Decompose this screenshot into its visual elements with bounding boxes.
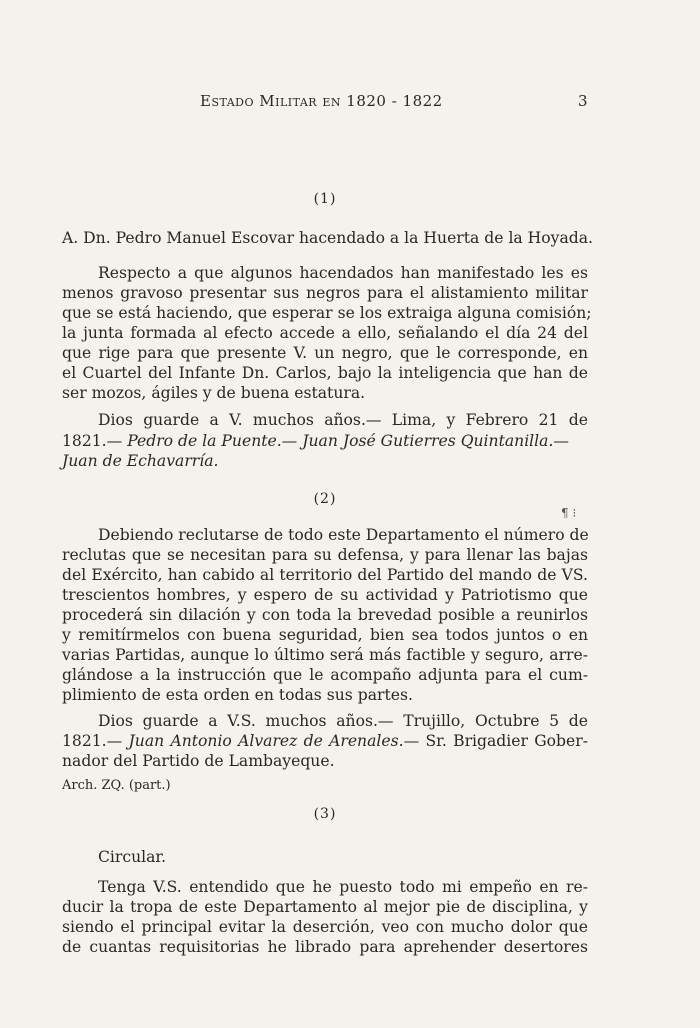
closing-line: nador del Partido de Lambayeque. — [62, 752, 335, 770]
body-line: Debiendo reclutarse de todo este Departamento el número de — [98, 526, 589, 544]
margin-marks: ¶ ⁝ — [561, 506, 577, 520]
section-number: (2) — [313, 491, 337, 507]
closing-line — [62, 432, 588, 451]
body-line: siendo el principal evitar la deserción, veo con mucho dolor que — [62, 918, 588, 936]
addressee: A. Dn. Pedro Manuel Escovar hacendado a la Huerta de la Hoyada. — [62, 229, 594, 247]
body-line: reclutas que se necesitan para su defensa, y para llenar las bajas — [62, 546, 588, 564]
archive-source: Arch. ZQ. (part.) — [62, 778, 171, 793]
header-title: Estado Militar en 1820 - 1822 — [200, 92, 443, 110]
body-line: que rige para que presente V. un negro, que le corresponde, en — [62, 344, 588, 362]
addressee-title: Sr. Brigadier Gober- — [425, 732, 588, 750]
body-line: la junta formada al efecto accede a ello, señalando el día 24 del — [62, 324, 588, 342]
body-line: de cuantas requisitorias he librado para aprehender desertores — [62, 938, 588, 956]
body-line: ducir la tropa de este Departamento al mejor pie de disciplina, y — [62, 898, 588, 916]
closing-line: Dios guarde a V. muchos años.— Lima, y Febrero 21 de — [98, 411, 588, 429]
closing-line — [62, 732, 588, 751]
body-line: procederá sin dilación y con toda la brevedad posible a reunirlos — [62, 606, 588, 624]
closing-line: Dios guarde a V.S. muchos años.— Trujillo, Octubre 5 de — [98, 712, 588, 730]
body-line: ser mozos, ágiles y de buena estatura. — [62, 384, 366, 402]
body-line: menos gravoso presentar sus negros para el alistamiento militar — [62, 284, 588, 302]
closing-line — [62, 452, 588, 471]
closing-year: 1821.— — [62, 732, 123, 750]
body-line: que se está haciendo, que esperar se los extraiga alguna comisión; — [62, 304, 592, 322]
body-line: varias Partidas, aunque lo último será más factible y seguro, arre- — [62, 646, 588, 664]
circular-label: Circular. — [98, 848, 167, 866]
body-line: plimiento de esta orden en todas sus partes. — [62, 686, 413, 704]
body-line: Tenga V.S. entendido que he puesto todo mi empeño en re- — [98, 878, 588, 896]
closing-year: 1821.— — [62, 432, 123, 450]
signatory: Juan Antonio Alvarez de Arenales.— — [128, 732, 420, 750]
body-line: el Cuartel del Infante Dn. Carlos, bajo la inteligencia que han de — [62, 364, 588, 382]
section-number: (3) — [313, 806, 337, 822]
body-line: glándose a la instrucción que le acompaño adjunta para el cum- — [62, 666, 588, 684]
signatory: Juan de Echavarría. — [62, 452, 219, 470]
signatories: Pedro de la Puente.— Juan José Gutierres Quintanilla.— — [127, 432, 570, 450]
section-number: (1) — [313, 191, 337, 207]
body-line: trescientos hombres, y espero de su actividad y Patriotismo que — [62, 586, 588, 604]
running-header — [62, 92, 588, 112]
body-line: Respecto a que algunos hacendados han manifestado les es — [98, 264, 588, 282]
page-number: 3 — [577, 92, 588, 110]
body-line: y remitírmelos con buena seguridad, bien sea todos juntos o en — [62, 626, 588, 644]
body-line: del Exército, han cabido al territorio del Partido del mando de VS. — [62, 566, 588, 584]
